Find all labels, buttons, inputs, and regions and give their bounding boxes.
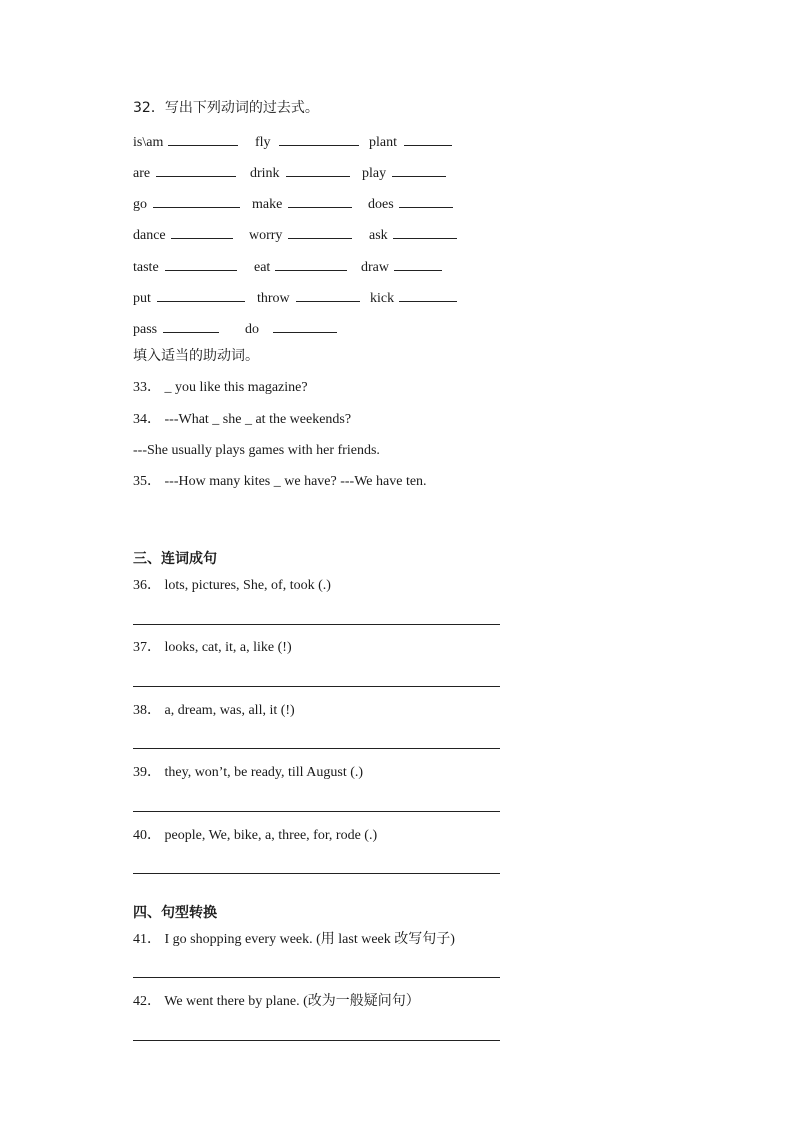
answer-blank[interactable] [394,256,442,271]
q40-text: 40． people, We, bike, a, three, for, rode (.) [133,828,378,843]
q36-text: 36． lots, pictures, She, of, took (.) [133,578,331,593]
answer-blank[interactable] [404,131,452,146]
answer-blank[interactable] [286,162,350,177]
verb-word: worry [249,228,283,243]
verb-do [245,318,337,339]
q38-answer-line[interactable] [133,748,500,749]
verb-word: put [133,291,151,306]
verb-throw [257,287,360,308]
verb-fly [255,131,359,152]
verb-are [133,162,236,183]
q42-text: 42． We went there by plane. (改为一般疑问句） [133,994,420,1009]
answer-blank[interactable] [279,131,359,146]
answer-blank[interactable] [168,131,238,146]
answer-blank[interactable] [399,193,453,208]
answer-blank[interactable] [393,224,457,239]
answer-blank[interactable] [275,256,347,271]
answer-blank[interactable] [156,162,236,177]
q36-answer-line[interactable] [133,624,500,625]
q39-text: 39． they, won’t, be ready, till August (.) [133,765,364,780]
verb-word: draw [361,260,389,275]
verb-word: fly [255,135,271,150]
verb-word: is\am [133,135,164,150]
verb-drink [250,162,350,183]
answer-blank[interactable] [171,224,233,239]
answer-blank[interactable] [392,162,446,177]
verb-word: play [362,166,387,181]
verb-word: eat [254,260,271,275]
q32-title: 32．写出下列动词的过去式。 [133,100,319,116]
q33-text: 33． _ you like this magazine? [133,380,308,395]
verb-taste [133,256,237,277]
section4-title: 四、句型转换 [133,905,217,921]
verb-put [133,287,245,308]
section3-title: 三、连词成句 [133,551,217,567]
answer-blank[interactable] [153,193,240,208]
answer-blank[interactable] [296,287,360,302]
verb-word: dance [133,228,166,243]
q38-text: 38． a, dream, was, all, it (!) [133,703,295,718]
verb-word: do [245,322,259,337]
q41-answer-line[interactable] [133,977,500,978]
q42-answer-line[interactable] [133,1040,500,1041]
verb-plant [369,131,452,152]
answer-blank[interactable] [288,224,352,239]
verb-pass [133,318,219,339]
q37-text: 37． looks, cat, it, a, like (!) [133,640,292,655]
verb-word: make [252,197,283,212]
verb-word: does [368,197,394,212]
q35-text: 35． ---How many kites _ we have? ---We have ten. [133,474,427,489]
verb-word: ask [369,228,388,243]
verb-is-am [133,131,238,152]
answer-blank[interactable] [163,318,219,333]
q37-answer-line[interactable] [133,686,500,687]
verb-does [368,193,453,214]
verb-draw [361,256,442,277]
answer-blank[interactable] [399,287,457,302]
verb-word: go [133,197,147,212]
verb-word: are [133,166,151,181]
verb-worry [249,224,352,245]
verb-word: kick [370,291,395,306]
q41-text: 41． I go shopping every week. (用 last week 改写句子) [133,932,455,947]
answer-blank[interactable] [288,193,352,208]
verb-go [133,193,240,214]
verb-word: throw [257,291,290,306]
verb-word: pass [133,322,158,337]
answer-blank[interactable] [157,287,245,302]
answer-blank[interactable] [165,256,237,271]
verb-make [252,193,352,214]
verb-eat [254,256,347,277]
aux-title: 填入适当的助动词。 [133,348,259,364]
verb-kick [370,287,457,308]
q40-answer-line[interactable] [133,873,500,874]
verb-word: plant [369,135,397,150]
verb-play [362,162,446,183]
q39-answer-line[interactable] [133,811,500,812]
verb-word: taste [133,260,159,275]
answer-blank[interactable] [273,318,337,333]
verb-word: drink [250,166,280,181]
q34-response: ---She usually plays games with her friends. [133,443,380,458]
verb-ask [369,224,457,245]
q34-text: 34． ---What _ she _ at the weekends? [133,412,352,427]
verb-dance [133,224,233,245]
